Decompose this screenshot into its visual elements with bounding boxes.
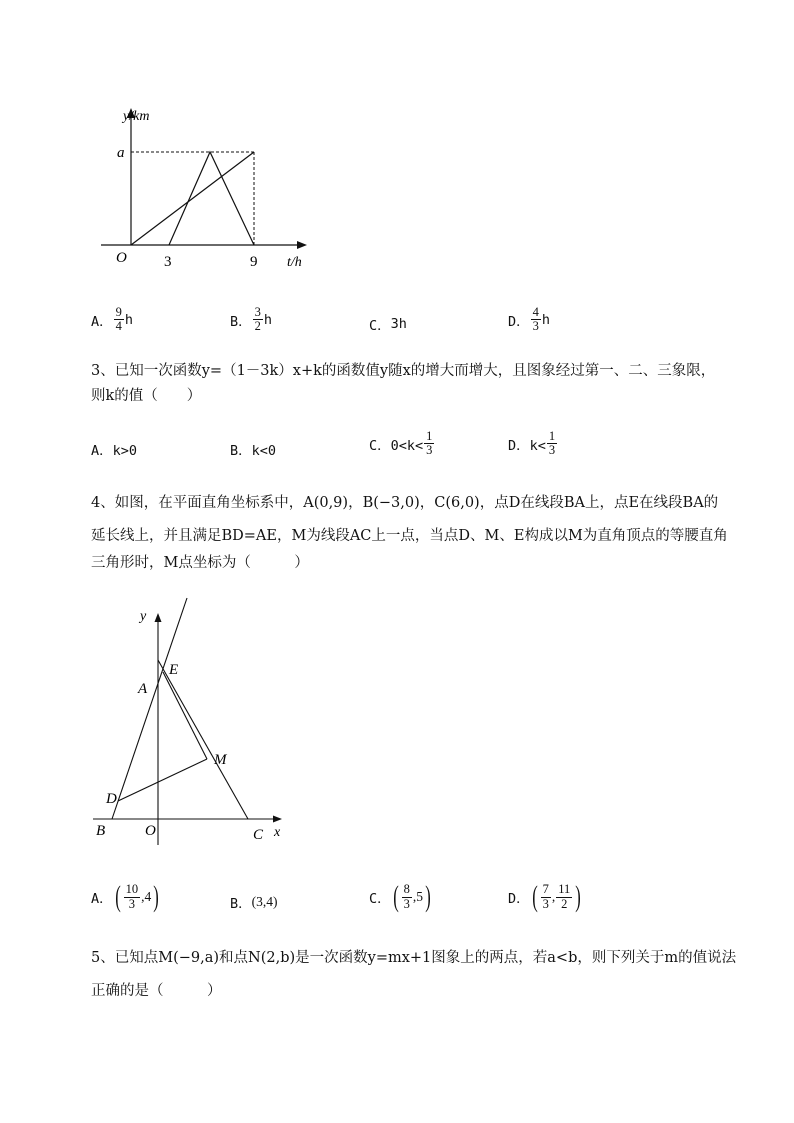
x-axis-label: x [274, 825, 281, 840]
origin-label: O [145, 823, 156, 839]
option-prefix: D．k< [508, 437, 546, 454]
option-prefix: C． [369, 891, 391, 907]
y-axis-label: y [140, 609, 147, 624]
denominator: 3 [403, 896, 410, 911]
q4-option-c[interactable] [369, 882, 433, 912]
fraction [114, 306, 124, 333]
fraction [402, 883, 412, 910]
q2-option-a[interactable] [91, 306, 133, 333]
q3-line-2: 则k的值（ ） [91, 388, 202, 404]
numerator: 11 [558, 882, 571, 897]
point-E-label: E [169, 662, 179, 678]
y-axis-arrow [155, 613, 162, 622]
q3-option-c[interactable] [369, 430, 435, 457]
fraction [541, 883, 551, 910]
numerator: 1 [548, 429, 556, 443]
option-prefix: D． [508, 313, 530, 330]
comma: , [551, 889, 556, 904]
segment-EM [163, 672, 207, 759]
q4-option-d[interactable] [508, 882, 583, 912]
segment-DM [118, 759, 207, 801]
t-axis-label: t/h [287, 255, 302, 270]
q4-option-b[interactable] [230, 892, 278, 912]
point-B-label: B [96, 823, 106, 839]
option-prefix: A． [91, 891, 113, 907]
option-rest: ,5 [412, 889, 424, 904]
left-paren: ( [392, 880, 399, 913]
q5-line-1: 5、已知点M(−9,a)和点N(2,b)是一次函数y=mx+1图象上的两点，若a<b，则下列关于m的值说法 [91, 950, 737, 966]
x-axis-arrow [273, 816, 282, 823]
denominator: 3 [426, 443, 433, 458]
q4-line-1: 4、如图，在平面直角坐标系中，A(0,9)，B(−3,0)，C(6,0)，点D在线段BA上，点E在线段BA的 [91, 495, 719, 511]
distance-time-figure [95, 100, 315, 275]
option-prefix: C． [369, 318, 391, 334]
q3-line-1: 3、已知一次函数y=（1－3k）x+k的函数值y随x的增大而增大，且图象经过第一、二、三象限， [91, 363, 716, 379]
right-paren: ) [425, 880, 431, 913]
y-axis-label: y/km [123, 109, 150, 124]
x-axis-arrow [297, 241, 307, 249]
option-text: A．k>0 [91, 443, 138, 459]
fraction [547, 430, 557, 457]
point-D-label: D [106, 791, 117, 807]
point-C-label: C [253, 827, 264, 843]
numerator: 8 [403, 882, 410, 897]
option-prefix: D． [508, 891, 530, 907]
numerator: 3 [254, 305, 261, 319]
numerator: 7 [542, 882, 549, 897]
denominator: 4 [115, 319, 122, 334]
line-3-peak-9 [169, 152, 254, 245]
option-prefix: C．0<k< [369, 437, 424, 454]
option-prefix: B． [230, 313, 252, 330]
a-label: a [117, 145, 125, 161]
unit: h [124, 311, 134, 328]
right-paren: ) [153, 880, 160, 913]
q2-option-c[interactable] [369, 314, 407, 334]
fraction [556, 883, 572, 910]
denominator: 2 [561, 896, 568, 911]
left-paren: ( [531, 880, 538, 913]
coordinate-geometry-figure [85, 590, 305, 855]
q4-option-a[interactable] [91, 882, 161, 912]
denominator: 3 [128, 896, 136, 911]
segment-AC [158, 660, 248, 819]
tick-3-label: 3 [164, 254, 172, 270]
option-rest: ,4 [141, 889, 152, 904]
unit: h [263, 311, 273, 328]
fraction [424, 430, 434, 457]
q5-line-2: 正确的是（ ） [91, 983, 222, 999]
fraction [124, 883, 141, 910]
numerator: 1 [426, 429, 433, 443]
numerator: 10 [125, 882, 139, 897]
q4-line-2: 延长线上，并且满足BD=AE，M为线段AC上一点，当点D、M、E构成以M为直角顶点的等腰直角 [91, 528, 728, 544]
point-M-label: M [214, 752, 227, 768]
origin-label: O [116, 250, 127, 266]
denominator: 2 [254, 319, 261, 334]
fraction [253, 306, 263, 333]
numerator: 9 [115, 305, 122, 319]
q3-option-b[interactable] [230, 439, 276, 459]
option-prefix: B． [230, 896, 252, 912]
option-prefix: A． [91, 313, 113, 330]
denominator: 3 [532, 319, 539, 334]
denominator: 3 [542, 896, 549, 911]
option-text: (3,4) [251, 894, 278, 909]
q3-option-d[interactable] [508, 430, 558, 457]
unit: h [541, 311, 551, 328]
q3-option-a[interactable] [91, 439, 137, 459]
numerator: 4 [532, 305, 539, 319]
right-paren: ) [575, 880, 582, 913]
tick-9-label: 9 [250, 254, 258, 270]
option-text: 3h [390, 316, 407, 332]
q4-line-3: 三角形时，M点坐标为（ ） [91, 555, 309, 571]
left-paren: ( [114, 880, 121, 913]
denominator: 3 [548, 443, 556, 458]
q2-option-b[interactable] [230, 306, 272, 333]
fraction [531, 306, 541, 333]
q2-option-d[interactable] [508, 306, 550, 333]
point-A-label: A [138, 681, 148, 697]
option-text: B．k<0 [230, 443, 277, 459]
line-origin-to-9 [131, 152, 254, 245]
